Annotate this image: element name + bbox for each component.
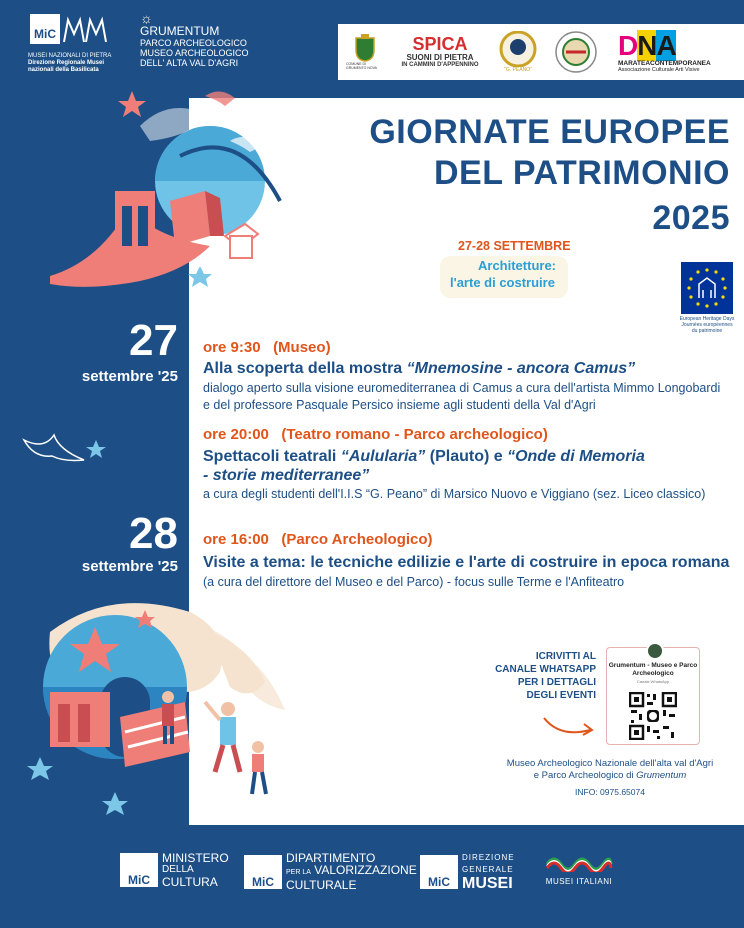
event-3-desc: (a cura del direttore del Museo e del Parco) - focus sulle Terme e l'Anfiteatro xyxy=(203,575,625,589)
event-2-title xyxy=(203,447,743,485)
grumentum-logo xyxy=(140,12,260,74)
event-title-line2: DEL PATRIMONIO xyxy=(434,154,730,192)
emblem-icon xyxy=(554,30,598,74)
mic-logo-mark xyxy=(28,12,118,48)
musei-italiani-icon xyxy=(544,852,614,872)
svg-text:MiC: MiC xyxy=(34,27,56,41)
dip-line2b: VALORIZZAZIONE xyxy=(314,863,417,877)
mic-badge-3: MiC xyxy=(420,855,458,889)
coat-of-arms-icon xyxy=(354,34,376,62)
footer-direzione-logo xyxy=(420,852,515,892)
whatsapp-cta-line4: DEGLI EVENTI xyxy=(526,690,596,701)
bird-illustration xyxy=(14,420,114,480)
ministero-line3: CULTURA xyxy=(162,875,218,889)
event-1-place: (Museo) xyxy=(273,339,331,356)
architecture-illustration-top xyxy=(40,86,300,296)
event-3-title: Visite a tema: le tecniche edilizie e l'arte di costruire in epoca romana xyxy=(203,554,730,571)
comune-logo xyxy=(346,30,384,74)
ministero-line2: DELLA xyxy=(162,864,194,875)
musei-italiani-label: MUSEI ITALIANI xyxy=(545,877,613,886)
theme-line2: l'arte di costruire xyxy=(450,275,555,290)
event-1-desc-line1: dialogo aperto sulla visione euromediterranea di Camus a cura dell'artista Mimmo Longobardi xyxy=(203,381,721,395)
theme-line1: Architetture: xyxy=(478,258,557,273)
event-title-line1: GIORNATE EUROPEE xyxy=(369,113,730,151)
channel-avatar xyxy=(646,642,664,660)
channel-title1: Grumentum - Museo e Parco xyxy=(608,662,698,669)
grumentum-name: GRUMENTUM xyxy=(140,24,220,38)
event-2-time xyxy=(203,426,548,443)
event-3-place: (Parco Archeologico) xyxy=(281,531,433,548)
dna-logo xyxy=(618,30,736,74)
event-1-desc xyxy=(203,380,743,414)
mic-logo xyxy=(28,12,118,73)
museum-info-line2-italic: Grumentum xyxy=(636,770,687,781)
dip-line2a: PER LA xyxy=(286,869,311,876)
eu-stars-icon xyxy=(681,262,733,314)
museum-info xyxy=(480,758,740,798)
museum-info-line2-plain: e Parco Archeologico di xyxy=(533,770,637,781)
channel-sub: Canale WhatsApp xyxy=(636,679,670,684)
spica-line1: SUONI DI PIETRA xyxy=(406,53,474,62)
event-title-year: 2025 xyxy=(652,199,730,237)
spica-name: SPICA xyxy=(412,34,468,54)
peano-logo xyxy=(494,30,542,74)
whatsapp-cta-line3: PER I DETTAGLI xyxy=(517,677,596,688)
event-1-title-plain: Alla scoperta della mostra xyxy=(203,360,407,377)
footer-musei-italiani-logo xyxy=(543,852,615,886)
grumentum-line2: MUSEO ARCHEOLOGICO xyxy=(140,48,249,58)
event-1-title xyxy=(203,359,743,378)
comune-label: COMUNE DI GRUMENTO NOVA xyxy=(346,62,377,70)
mic-logo-sub1: Direzione Regionale Musei xyxy=(28,60,105,66)
spica-line2: IN CAMMINI D'APPENNINO xyxy=(401,62,479,68)
event-1-title-italic: “Mnemosine - ancora Camus” xyxy=(406,360,636,377)
sun-icon: ☼ xyxy=(140,10,153,26)
mic-badge-2: MiC xyxy=(244,855,282,889)
event-1-time-value: ore 9:30 xyxy=(203,339,261,356)
day-number-28: 28 xyxy=(129,509,178,558)
mic-logo-sub2: nazionali della Basilicata xyxy=(28,67,99,73)
whatsapp-cta xyxy=(490,650,596,702)
partner-logos-bar xyxy=(338,24,744,80)
ehd-line1: European Heritage Days xyxy=(679,316,735,322)
peano-seal-icon xyxy=(498,31,538,67)
dip-line3: CULTURALE xyxy=(286,878,357,892)
day-number-27: 27 xyxy=(129,316,178,365)
whatsapp-cta-line1: ICRIVITTI AL xyxy=(535,651,596,662)
event-1-time xyxy=(203,339,331,356)
event-2-time-value: ore 20:00 xyxy=(203,426,269,443)
event-3-time-value: ore 16:00 xyxy=(203,531,269,548)
footer-ministero-logo xyxy=(120,852,229,888)
museum-info-line1: Museo Archeologico Nazionale dell'alta val d'Agri xyxy=(506,758,714,769)
event-1-desc-line2: e del professore Pasquale Persico insieme agli studenti della Val d'Agri xyxy=(203,398,596,412)
whatsapp-cta-line2: CANALE WHATSAPP xyxy=(495,664,596,675)
dna-line2: Associazione Culturale Arti Visive xyxy=(618,66,700,73)
day-label-28: settembre '25 xyxy=(81,558,178,575)
ministero-line1: MINISTERO xyxy=(162,851,229,865)
qr-code-icon[interactable] xyxy=(629,692,677,740)
event-2-title-plain1: Spettacoli teatrali xyxy=(203,448,341,465)
grumentum-line1: PARCO ARCHEOLOGICO xyxy=(140,38,247,48)
event-2-title-plain2: (Plauto) e xyxy=(425,448,508,465)
channel-title2: Archeologico xyxy=(632,670,674,677)
grumentum-line3: DELL' ALTA VAL D'AGRI xyxy=(140,58,239,68)
dna-line1: MARATEACONTEMPORANEA xyxy=(618,59,711,67)
ehd-label xyxy=(672,316,742,334)
arrow-right-icon xyxy=(540,710,598,740)
peano-label: "G. PEANO" xyxy=(504,67,532,73)
event-2-desc: a cura degli studenti dell'I.I.S “G. Peano” di Marsico Nuovo e Viggiano (sez. Liceo classico) xyxy=(203,487,706,501)
whatsapp-channel-card[interactable] xyxy=(606,647,700,745)
mic-badge: MiC xyxy=(120,853,158,887)
spica-logo xyxy=(396,30,484,74)
round-emblem-logo xyxy=(552,30,600,74)
footer-dipartimento-logo xyxy=(244,852,417,891)
ehd-line2: Journées européennes xyxy=(681,322,733,328)
event-3-time xyxy=(203,531,433,548)
ehd-flag xyxy=(681,262,733,314)
event-dates: 27-28 SETTEMBRE xyxy=(458,239,571,253)
dg-line3: MUSEI xyxy=(462,875,513,892)
dg-line1: DIREZIONE xyxy=(462,853,515,862)
mic-logo-title: MUSEI NAZIONALI DI PIETRA xyxy=(28,53,112,59)
event-2-title-italic1: “Aulularia” xyxy=(340,448,426,465)
dna-name: DNA xyxy=(618,29,676,61)
dg-line2: GENERALE xyxy=(462,865,514,874)
dip-line1: DIPARTIMENTO xyxy=(286,851,376,865)
event-2-title-italic2: “Onde di Memoria xyxy=(507,448,645,465)
map-sketch-illustration xyxy=(190,615,300,735)
event-2-title-italic3: - storie mediterranee” xyxy=(203,467,370,484)
ehd-line3: du patrimoine xyxy=(691,328,723,334)
day-label-27: settembre '25 xyxy=(81,368,178,385)
event-2-place: (Teatro romano - Parco archeologico) xyxy=(281,426,548,443)
museum-info-phone: INFO: 0975.65074 xyxy=(575,787,645,797)
